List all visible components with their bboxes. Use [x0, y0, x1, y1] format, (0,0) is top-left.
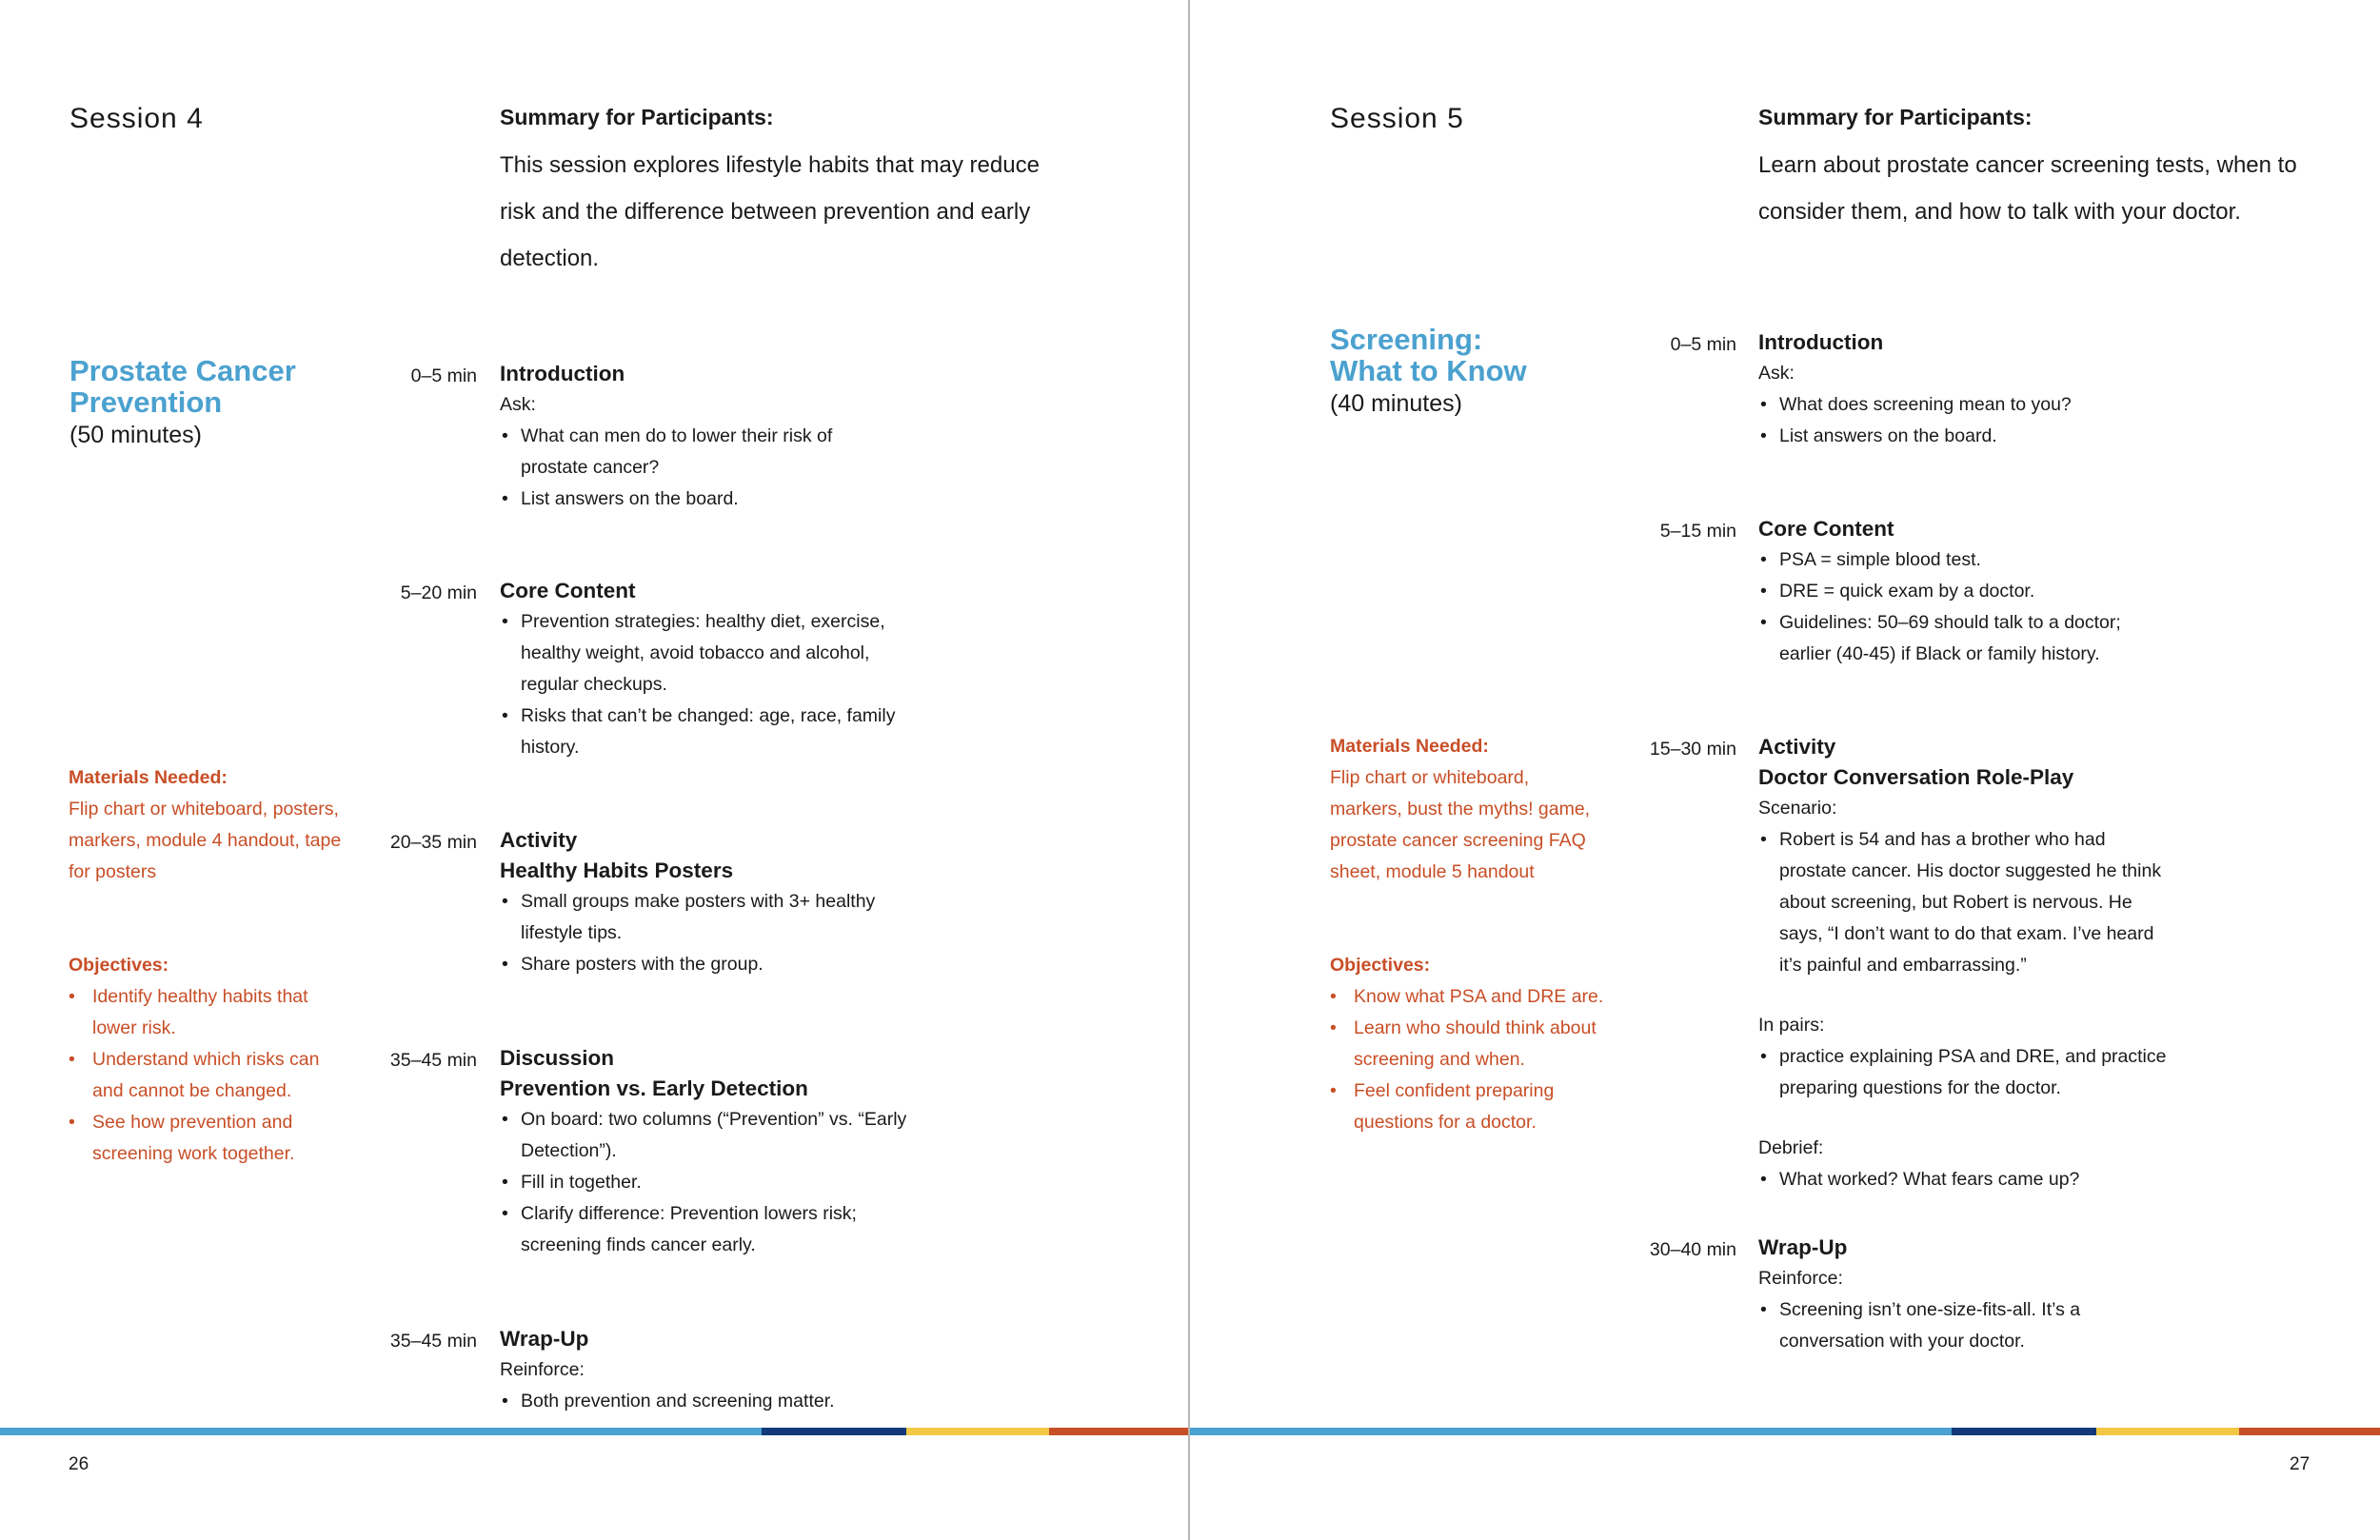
time-range: 0–5 min	[1670, 334, 1736, 355]
bullet-item: • PSA = simple blood test.	[1758, 544, 2177, 576]
bullet-list	[500, 421, 881, 515]
agenda-block-discussion	[500, 1043, 957, 1261]
materials-text: Flip chart or whiteboard, markers, bust the myths! game, prostate cancer screening FAQ sheet, module 5 handout	[1330, 767, 1591, 882]
objectives-heading: Objectives:	[69, 955, 169, 976]
bullet-list	[1758, 1041, 2168, 1104]
time-range: 35–45 min	[389, 1050, 477, 1071]
bullet-item: • DRE = quick exam by a doctor.	[1758, 576, 2177, 607]
summary-text: Learn about prostate cancer screening tests, when to consider them, and how to talk with your doctor.	[1758, 152, 2297, 225]
block-label: Scenario:	[1758, 798, 1837, 819]
color-band-navy	[1952, 1428, 2096, 1435]
objectives-heading: Objectives:	[1330, 955, 1431, 976]
bullet-item: • Prevention strategies: healthy diet, exercise, healthy weight, avoid tobacco and alcohol, regular checkups.	[500, 606, 919, 701]
bullet-item: • What does screening mean to you?	[1758, 389, 2177, 421]
color-band-yellow	[906, 1428, 1049, 1435]
block-subtitle: Healthy Habits Posters	[500, 859, 734, 882]
session-title-block	[1330, 324, 1616, 418]
block-title: Activity	[1758, 735, 1836, 759]
color-band-orange	[2239, 1428, 2380, 1435]
objective-item: • Understand which risks can and cannot be changed.	[69, 1044, 345, 1107]
summary-heading: Summary for Participants:	[1758, 105, 2033, 129]
block-title: Core Content	[500, 579, 636, 602]
time-range: 30–40 min	[1649, 1239, 1736, 1260]
color-band-blue	[1190, 1428, 1952, 1435]
bullet-list	[500, 606, 919, 763]
block-label: In pairs:	[1758, 1015, 1825, 1036]
block-label: Debrief:	[1758, 1137, 1824, 1158]
materials-heading: Materials Needed:	[69, 767, 228, 788]
block-title: Activity	[500, 828, 578, 852]
bullet-list	[1758, 544, 2177, 670]
bullet-item: • What can men do to lower their risk of prostate cancer?	[500, 421, 881, 484]
bullet-item: • List answers on the board.	[500, 484, 881, 515]
bullet-item: • What worked? What fears came up?	[1758, 1164, 2168, 1195]
bullet-item: • Clarify difference: Prevention lowers risk; screening finds cancer early.	[500, 1198, 919, 1261]
objectives-list	[69, 981, 345, 1170]
session-title-line-2: What to Know	[1330, 354, 1527, 387]
session-title-line-1: Screening:	[1330, 323, 1483, 356]
bullet-list	[1758, 824, 2168, 981]
bullet-item: • Both prevention and screening matter.	[500, 1386, 938, 1417]
time-range: 20–35 min	[389, 832, 477, 853]
agenda-block-activity	[1758, 732, 2215, 1195]
agenda-block-core-content	[1758, 514, 2215, 670]
time-range: 35–45 min	[389, 1331, 477, 1352]
objectives-block	[1330, 950, 1606, 1138]
session-duration: (50 minutes)	[69, 422, 202, 448]
session-label: Session 5	[1330, 103, 1464, 134]
block-subtitle: Prevention vs. Early Detection	[500, 1076, 808, 1100]
page-number: 26	[69, 1454, 89, 1474]
bullet-list	[1758, 1294, 2139, 1357]
materials-block	[1330, 731, 1606, 888]
color-band-navy	[762, 1428, 906, 1435]
bullet-item: • Screening isn’t one-size-fits-all. It’s a conversation with your doctor.	[1758, 1294, 2139, 1357]
objective-item: • Feel confident preparing questions for a doctor.	[1330, 1076, 1606, 1138]
agenda-block-introduction	[1758, 327, 2215, 452]
agenda-block-wrap-up	[500, 1324, 957, 1417]
agenda-block-introduction	[500, 359, 957, 515]
session-duration: (40 minutes)	[1330, 390, 1462, 417]
bullet-item: • On board: two columns (“Prevention” vs. “Early Detection”).	[500, 1104, 919, 1167]
block-title: Core Content	[1758, 517, 1894, 541]
time-range: 0–5 min	[410, 365, 477, 386]
objective-item: • Learn who should think about screening and when.	[1330, 1013, 1606, 1076]
spacer	[1758, 981, 2215, 1010]
objective-item: • Know what PSA and DRE are.	[1330, 981, 1606, 1013]
agenda-block-wrap-up	[1758, 1233, 2215, 1357]
session-title-line-1: Prostate Cancer	[69, 354, 296, 387]
block-label: Ask:	[1758, 363, 1795, 384]
time-range: 5–20 min	[400, 582, 477, 603]
right-page	[1190, 0, 2380, 1540]
objective-item: • See how prevention and screening work together.	[69, 1107, 345, 1170]
bullet-item: • Share posters with the group.	[500, 949, 909, 980]
bullet-list	[500, 1104, 919, 1261]
bullet-item: • practice explaining PSA and DRE, and practice preparing questions for the doctor.	[1758, 1041, 2168, 1104]
block-title: Discussion	[500, 1046, 615, 1070]
bullet-item: • Robert is 54 and has a brother who had prostate cancer. His doctor suggested he think about screening, but Robert is nervous. He says, “I don’t want to do that exam. I’ve heard it’s painful and embarrassing.”	[1758, 824, 2168, 981]
objective-item: • Identify healthy habits that lower risk.	[69, 981, 345, 1044]
summary	[500, 105, 1052, 282]
summary-heading: Summary for Participants:	[500, 105, 774, 129]
bullet-list	[500, 1386, 938, 1417]
time-range: 5–15 min	[1659, 521, 1736, 542]
bullet-list	[500, 886, 909, 980]
spacer	[1758, 1104, 2215, 1133]
bullet-item: • Risks that can’t be changed: age, race, family history.	[500, 701, 919, 763]
page-number: 27	[2290, 1454, 2311, 1474]
summary-text: This session explores lifestyle habits that may reduce risk and the difference between prevention and early detection.	[500, 152, 1040, 271]
bullet-item: • Guidelines: 50–69 should talk to a doctor; earlier (40-45) if Black or family history.	[1758, 607, 2177, 670]
objectives-list	[1330, 981, 1606, 1138]
block-title: Wrap-Up	[1758, 1235, 1848, 1259]
session-title-block	[69, 355, 355, 449]
bullet-item: • List answers on the board.	[1758, 421, 2177, 452]
session-label: Session 4	[69, 103, 204, 134]
color-band-yellow	[2096, 1428, 2239, 1435]
agenda-block-core-content	[500, 576, 957, 763]
block-title: Wrap-Up	[500, 1327, 589, 1351]
bullet-list	[1758, 389, 2177, 452]
objectives-block	[69, 950, 345, 1170]
bullet-item: • Small groups make posters with 3+ healthy lifestyle tips.	[500, 886, 909, 949]
time-range: 15–30 min	[1649, 739, 1736, 760]
block-title: Introduction	[1758, 330, 1884, 354]
block-label: Ask:	[500, 394, 536, 415]
bullet-list	[1758, 1164, 2168, 1195]
block-label: Reinforce:	[1758, 1268, 1843, 1289]
block-subtitle: Doctor Conversation Role-Play	[1758, 765, 2074, 789]
materials-heading: Materials Needed:	[1330, 736, 1489, 757]
session-title-line-2: Prevention	[69, 385, 223, 419]
color-band-orange	[1049, 1428, 1190, 1435]
summary	[1758, 105, 2330, 235]
block-title: Introduction	[500, 362, 625, 385]
color-band-blue	[0, 1428, 762, 1435]
agenda-block-activity	[500, 825, 957, 980]
materials-text: Flip chart or whiteboard, posters, markers, module 4 handout, tape for posters	[69, 799, 342, 882]
bullet-item: • Fill in together.	[500, 1167, 919, 1198]
materials-block	[69, 762, 345, 888]
block-label: Reinforce:	[500, 1359, 585, 1380]
